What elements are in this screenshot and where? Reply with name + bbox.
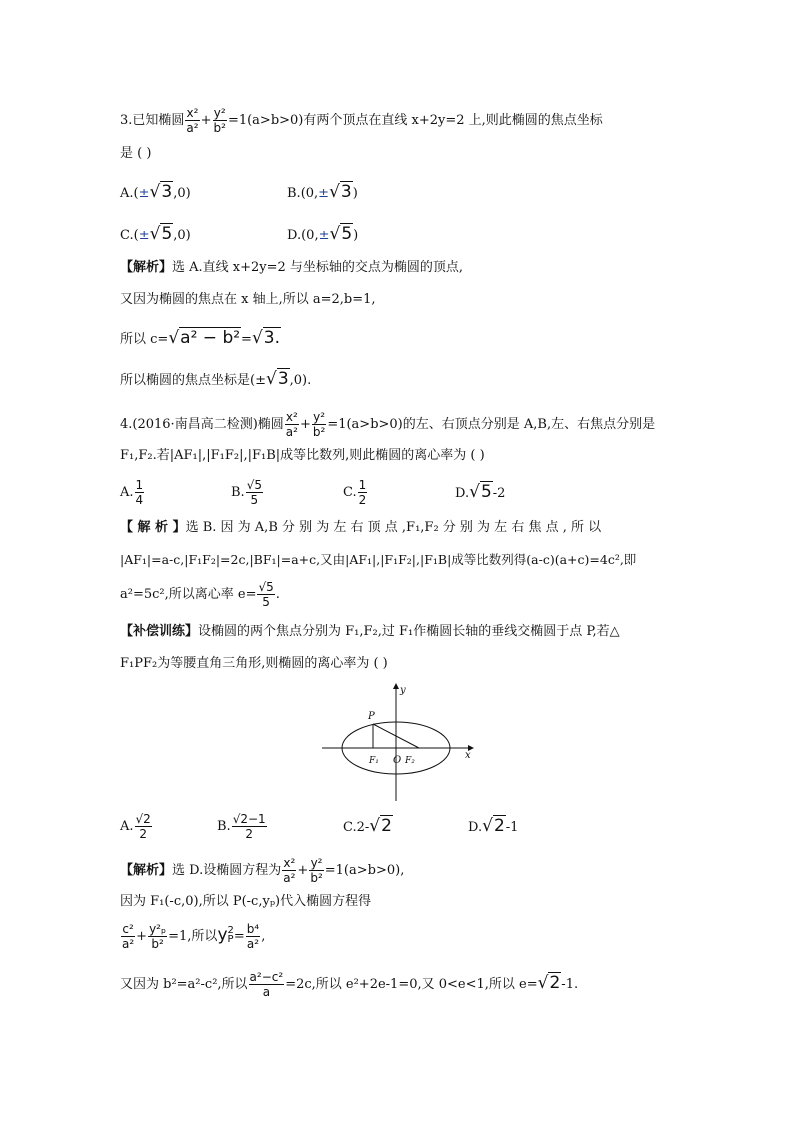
- q4-option-d-sqrt: √5: [469, 482, 492, 502]
- q3-option-d-close: ): [353, 228, 359, 243]
- q3-option-c: [120, 224, 191, 246]
- q3-solution-tag: 【解析】: [120, 260, 173, 275]
- q3-frac-y-den: b²: [213, 121, 226, 135]
- q3-option-c-rad: 5: [161, 224, 173, 244]
- supp-frac-b4: [246, 922, 260, 951]
- q3-solution-rad1: a² − b²: [180, 328, 241, 348]
- supp-solution-tag: 【解析】: [120, 863, 173, 878]
- q4-frac-x-num: x²: [285, 410, 298, 424]
- supp-option-c-label: C.: [343, 820, 357, 835]
- q3-frac-y-num: y²: [213, 106, 226, 120]
- supp-option-a-label: A.: [120, 819, 134, 834]
- q4-number: 4.: [120, 417, 133, 432]
- supp-option-d-rad: 2: [493, 816, 505, 836]
- supp-option-d-sqrt: √2: [482, 816, 505, 836]
- supp-frac-b4-den: a²: [246, 937, 260, 951]
- supp-yp-sup: 2: [227, 925, 234, 936]
- q4-frac-y-num: y²: [313, 410, 326, 424]
- q3-option-a-label: A.: [120, 186, 134, 201]
- q4-option-b-den: 5: [250, 493, 259, 507]
- supp-yp: [217, 925, 233, 945]
- q3-number: 3.: [120, 113, 133, 128]
- supp-frac-ac: [249, 970, 285, 999]
- supp-solution-l4-mid: =2c,所以 e²+2e-1=0,又 0<e<1,所以 e=: [285, 977, 538, 992]
- q3-frac-x-num: x²: [186, 106, 199, 120]
- q4-option-d: [455, 482, 505, 504]
- y-axis-arrow: [393, 683, 399, 689]
- supp-option-d-tail: -1: [505, 820, 519, 835]
- q3-frac-x: [185, 106, 199, 135]
- q3-solution-rad2: 3.: [263, 328, 281, 348]
- supp-frac-yp2-num: y²ₚ: [149, 922, 167, 936]
- supp-tag: 【补偿训练】: [120, 624, 199, 639]
- supp-solution-end: =1(a>b>0),: [324, 863, 405, 878]
- supp-solution-pre: 选 D.设椭圆方程为: [172, 863, 282, 878]
- q3-option-c-open: (: [133, 228, 139, 243]
- supp-text1: 设椭圆的两个焦点分别为 F₁,F₂,过 F₁作椭圆长轴的垂线交椭圆于点 P,若△: [198, 624, 620, 639]
- q4-option-b-frac: [246, 478, 263, 507]
- supp-option-d-label: D.: [468, 820, 483, 835]
- q3-option-c-label: C.: [120, 228, 134, 243]
- supp-yp-sub: P: [227, 934, 234, 945]
- q4-solution-line3: [120, 580, 280, 609]
- q3-frac-y: [213, 106, 227, 135]
- supp-solution-l3-end: ,: [261, 929, 266, 944]
- supp-option-a-frac: [135, 812, 152, 841]
- q4-option-c-num: 1: [358, 478, 367, 492]
- q3-option-b-sqrt: √3: [329, 182, 352, 202]
- supp-frac-b4-num: b⁴: [246, 922, 260, 936]
- q4-solution-line2: |AF₁|=a-c,|F₁F₂|=2c,|BF₁|=a+c,又由|AF₁|,|F₁F₂|,|F₁B|成等比数列得(a-c)(a+c)=4c²,即: [120, 552, 637, 567]
- supp-frac-y: [309, 856, 323, 885]
- q4-option-a-frac: [135, 478, 145, 507]
- q3-solution-line4: [120, 369, 311, 391]
- q4-option-a-den: 4: [135, 493, 144, 507]
- q4-option-b: [231, 478, 264, 507]
- q3-option-a-tail: ,0): [173, 186, 191, 201]
- q4-stem-line2: F₁,F₂.若|AF₁|,|F₁F₂|,|F₁B|成等比数列,则此椭圆的离心率为 ( ): [120, 448, 485, 463]
- q4-solution-e-pre: a²=5c²,所以离心率 e=: [120, 587, 257, 602]
- supp-frac-ac-num: a²−c²: [249, 970, 284, 984]
- supp-option-c: [343, 816, 393, 838]
- q3-option-b: [287, 182, 358, 204]
- q3-option-d-pm: ±: [318, 228, 330, 243]
- q4-frac-x-den: a²: [285, 425, 298, 439]
- supp-solution-sqrt: √2: [537, 973, 561, 993]
- q4-option-c-den: 2: [358, 493, 367, 507]
- label-x: x: [465, 750, 471, 761]
- supp-line1: [120, 622, 620, 642]
- q3-solution-line2: 又因为椭圆的焦点在 x 轴上,所以 a=2,b=1,: [120, 292, 376, 307]
- q3-option-b-label: B.: [287, 186, 301, 201]
- q4-option-d-label: D.: [455, 486, 470, 501]
- q4-solution-tag: 【 解 析 】: [120, 520, 186, 535]
- supp-solution-mid: =1,所以: [168, 929, 218, 944]
- supp-option-b-den: 2: [245, 827, 253, 841]
- q4-frac-y: [312, 410, 326, 439]
- q3-option-b-pm: ±: [318, 186, 330, 201]
- q4-solution-e-den: 5: [262, 595, 270, 609]
- supp-frac-x-den: a²: [283, 871, 296, 885]
- supp-solution-line1: 【解析】选 D.设椭圆方程为 $\frac{\text{x²}}{\text{a²}}$ + $\frac{\text{y²}}{\text{b²}}$ =1(a>b>0),: [120, 856, 405, 885]
- supp-frac-y-den: b²: [310, 871, 323, 885]
- label-y: y: [400, 685, 406, 696]
- q4-solution-e-num: √5: [258, 580, 274, 594]
- q4-option-a: [120, 478, 145, 507]
- q3-solution-text1: 选 A.直线 x+2y=2 与坐标轴的交点为椭圆的顶点,: [172, 260, 464, 275]
- q3-solution-foci-end: ,0).: [289, 373, 312, 388]
- q4-option-d-rad: 5: [480, 482, 492, 502]
- q3-solution-line3: [120, 328, 281, 350]
- supp-frac-c2-num: c²: [122, 922, 134, 936]
- label-p: P: [368, 711, 375, 722]
- q3-stem-line1: 3.已知椭圆 $\frac{\text{x²}}{\text{a²}}$ + $\frac{\text{y²}}{\text{b²}}$ =1(a>b>0)有两个顶点在直线 x+2y=2 上,则此椭圆的焦点坐标: [120, 106, 603, 135]
- supp-option-a: [120, 812, 153, 841]
- q3-option-c-tail: ,0): [173, 228, 191, 243]
- q3-option-b-close: ): [352, 186, 358, 201]
- supp-solution-l4-end: -1.: [561, 977, 579, 992]
- supp-option-a-num: √2: [135, 812, 151, 826]
- q3-option-b-rad: 3: [340, 182, 352, 202]
- q3-option-a-sqrt: √3: [149, 182, 173, 202]
- q3-solution-foci-pre: 所以椭圆的焦点坐标是(±: [120, 373, 266, 388]
- q4-option-a-num: 1: [135, 478, 144, 492]
- q3-option-b-open: (: [300, 186, 306, 201]
- q3-option-a-pm: ±: [138, 186, 150, 201]
- q3-option-d-rad: 5: [341, 224, 353, 244]
- q3-option-a-rad: 3: [161, 182, 173, 202]
- supp-yp-base: y: [217, 925, 228, 945]
- q3-stem-prefix: 已知椭圆: [132, 113, 185, 128]
- supp-frac-yp2-den: b²: [151, 937, 164, 951]
- supp-solution-line3: $\frac{\text{c²}}{\text{a²}}$ + $\frac{\text{y²ₚ}}{\text{b²}}$ =1,所以y 2 P = $\frac{\text{b⁴}}{\text{a²}}$ ,: [122, 922, 266, 951]
- supp-option-b: [217, 812, 268, 841]
- label-o: O: [393, 755, 402, 766]
- q4-source: (2016·南昌高二检测): [132, 417, 258, 432]
- q3-stem-line2: 是 ( ): [120, 146, 152, 161]
- ellipse-figure: [322, 683, 482, 803]
- supp-option-b-frac: [232, 812, 267, 841]
- q3-solution-c-pre: 所以 c=: [120, 332, 169, 347]
- q3-solution-foci-rad: 3: [277, 369, 289, 389]
- q3-solution-foci-sqrt: √3: [265, 369, 289, 389]
- q4-solution-e-frac: [257, 580, 274, 609]
- q3-solution-sqrt2: √3.: [251, 328, 281, 348]
- supp-solution-l4-pre: 又因为 b²=a²-c²,所以: [120, 977, 248, 992]
- q3-solution-eq: =: [241, 332, 252, 347]
- q4-stem-mid: =1(a>b>0)的左、右顶点分别是 A,B,左、右焦点分别是: [327, 417, 656, 432]
- supp-frac-ac-den: a: [262, 985, 271, 999]
- q3-option-a: [120, 182, 191, 204]
- q4-solution-e-end: .: [275, 587, 280, 602]
- q3-solution-line1: [120, 258, 463, 278]
- supp-option-a-den: 2: [139, 827, 147, 841]
- supp-option-c-rad: 2: [381, 816, 392, 836]
- supp-option-b-label: B.: [217, 819, 231, 834]
- q3-option-b-zero: 0,: [305, 186, 319, 201]
- q4-option-d-tail: -2: [492, 486, 506, 501]
- q4-solution-line1: [120, 518, 601, 538]
- supp-option-d: [468, 816, 518, 838]
- q4-option-c-label: C.: [343, 485, 357, 500]
- q3-option-d-label: D.: [287, 228, 302, 243]
- q4-frac-x: [285, 410, 299, 439]
- supp-option-c-pre: 2-: [356, 820, 370, 835]
- supp-line2: F₁PF₂为等腰直角三角形,则椭圆的离心率为 ( ): [120, 656, 388, 671]
- supp-solution-line2: 因为 F₁(-c,0),所以 P(-c,yₚ)代入椭圆方程得: [120, 894, 372, 909]
- q3-option-d: [287, 224, 358, 246]
- supp-frac-yp2: [148, 922, 167, 951]
- supp-frac-c2-den: a²: [122, 937, 135, 951]
- q3-option-c-sqrt: √5: [149, 224, 173, 244]
- q3-option-a-open: (: [133, 186, 139, 201]
- supp-frac-c2: [121, 922, 135, 951]
- q3-option-d-zero: 0,: [306, 228, 319, 243]
- q4-option-c: [343, 478, 368, 507]
- q4-stem-line1: 4.(2016·南昌高二检测)椭圆 $\frac{\text{x²}}{\text{a²}}$ + $\frac{\text{y²}}{\text{b²}}$ =1(a>b>0)的左、右顶点分别是 A,B,左、右焦点分别是: [120, 410, 656, 439]
- supp-frac-x: [282, 856, 296, 885]
- q3-frac-x-den: a²: [186, 121, 199, 135]
- q4-option-a-label: A.: [120, 485, 134, 500]
- q3-solution-sqrt1: √a² − b²: [168, 328, 241, 348]
- supp-solution-rad: 2: [549, 973, 561, 993]
- q3-option-c-pm: ±: [138, 228, 150, 243]
- q3-stem-mid: =1(a>b>0)有两个顶点在直线 x+2y=2 上,则此椭圆的焦点坐标: [227, 113, 603, 128]
- label-f1: F₁: [369, 756, 379, 766]
- q4-option-b-label: B.: [231, 485, 245, 500]
- q4-frac-y-den: b²: [312, 425, 326, 439]
- supp-solution-line4: [120, 970, 578, 999]
- supp-option-c-sqrt: √2: [369, 816, 392, 836]
- q4-solution-text1: 选 B. 因 为 A,B 分 别 为 左 右 顶 点 ,F₁,F₂ 分 别 为 左 右 焦 点 , 所 以: [185, 520, 602, 535]
- label-f2: F₂: [405, 756, 415, 766]
- q4-stem-prefix: 椭圆: [257, 417, 284, 432]
- supp-frac-x-num: x²: [283, 856, 296, 870]
- q4-option-b-num: √5: [246, 478, 262, 492]
- supp-frac-y-num: y²: [310, 856, 323, 870]
- q3-option-d-sqrt: √5: [329, 224, 353, 244]
- supp-option-b-num: √2−1: [232, 812, 266, 826]
- q4-option-c-frac: [358, 478, 368, 507]
- q3-option-d-open: (: [301, 228, 307, 243]
